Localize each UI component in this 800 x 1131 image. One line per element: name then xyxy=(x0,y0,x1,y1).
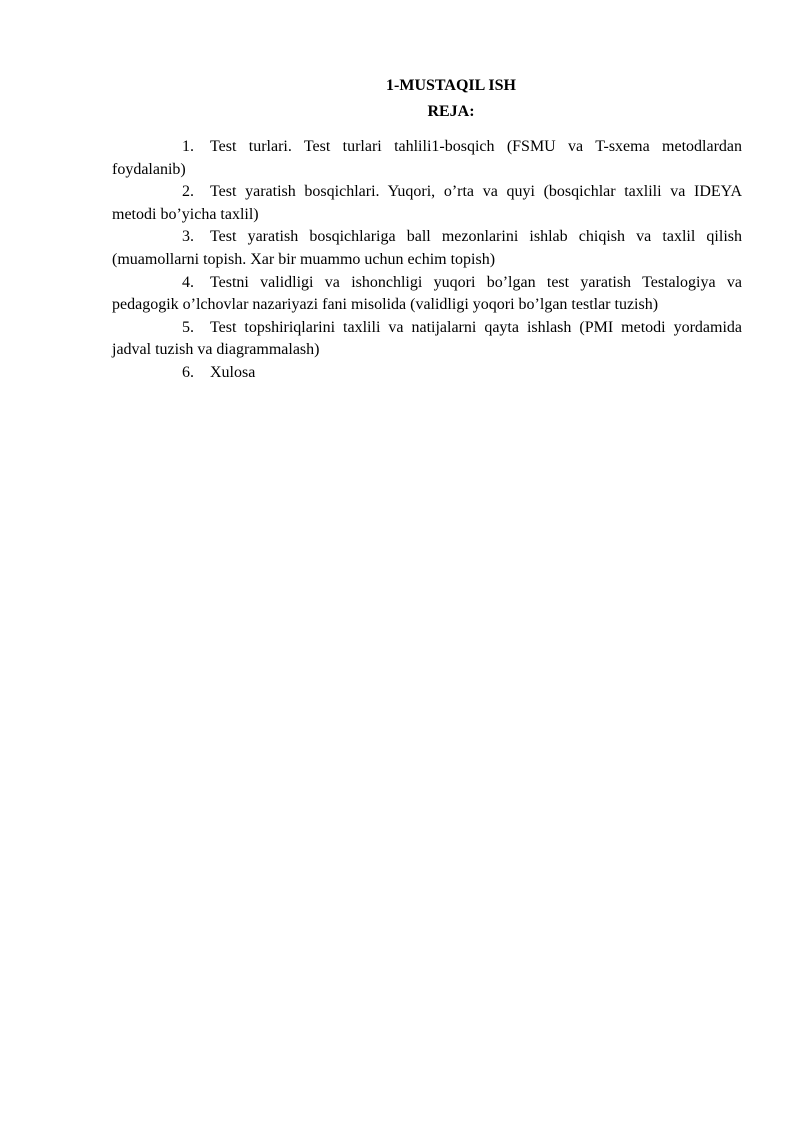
list-item xyxy=(112,226,742,271)
list-item xyxy=(112,362,742,385)
list-item-text: Test yaratish bosqichlari. Yuqori, o’rta va quyi (bosqichlar taxlili va IDEYA metodi bo’yicha taxlil) xyxy=(112,183,742,223)
list-item-text: Test topshiriqlarini taxlili va natijalarni qayta ishlash (PMI metodi yordamida jadval tuzish va diagrammalash) xyxy=(112,318,742,359)
list-item-text: Testni validligi va ishonchligi yuqori bo’lgan test yaratish Testalogiya va pedagogik o’lchovlar nazariyazi fani misolida (validligi yoqori bo’lgan testlar tuzish) xyxy=(112,273,742,314)
list-item-number: 1. xyxy=(182,138,194,155)
plan-list xyxy=(112,136,742,385)
list-item-text: Test yaratish bosqichlariga ball mezonlarini ishlab chiqish va taxlil qilish (muamollarni topish. Xar bir muammo uchun echim topish) xyxy=(112,228,742,268)
list-item xyxy=(112,136,742,181)
document-title: 1-MUSTAQIL ISH xyxy=(386,77,516,94)
list-item-text: Test turlari. Test turlari tahlili1-bosqich (FSMU va T-sxema metodlardan foydalanib) xyxy=(112,138,742,178)
document-subtitle: REJA: xyxy=(427,103,475,120)
list-item xyxy=(112,181,742,226)
list-item-text: Xulosa xyxy=(210,363,256,381)
list-item-number: 4. xyxy=(182,273,194,291)
list-item-number: 6. xyxy=(182,363,194,381)
list-item-number: 3. xyxy=(182,228,194,246)
list-item xyxy=(112,317,742,362)
list-item xyxy=(112,272,742,317)
list-item-number: 2. xyxy=(182,183,194,201)
list-item-number: 5. xyxy=(182,318,194,336)
